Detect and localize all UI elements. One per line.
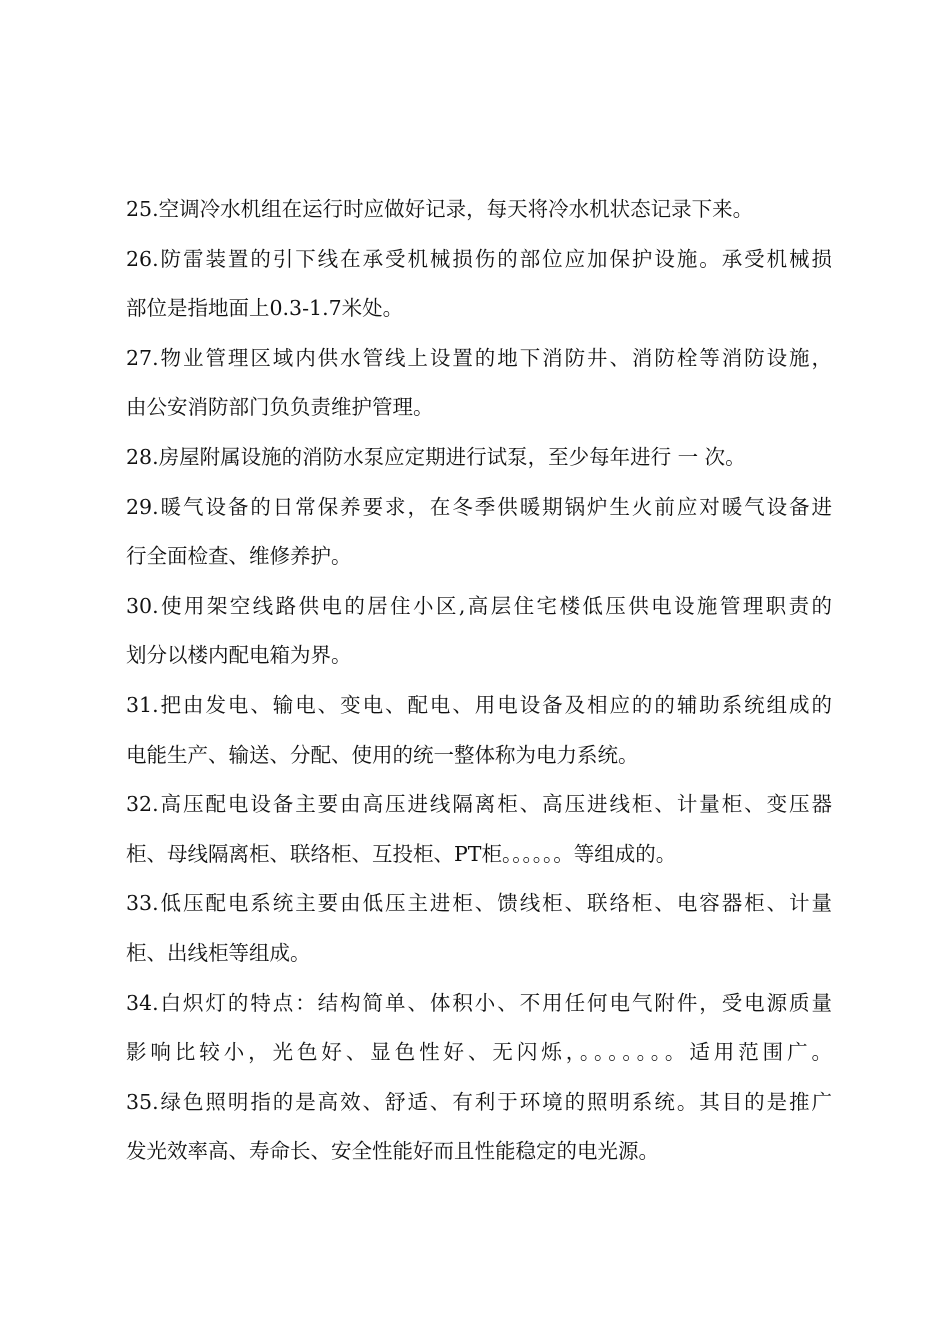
- item-28-line-1: 28.房屋附属设施的消防水泵应定期进行试泵，至少每年进行 一 次。: [126, 444, 746, 469]
- item-29-line-2: 行全面检查、维修养护。: [126, 544, 352, 569]
- item-33-line-2: 柜、出线柜等组成。: [126, 940, 311, 965]
- item-27-line-2: 由公安消防部门负负责维护管理。: [126, 395, 434, 420]
- item-35-line-2: 发光效率高、寿命长、安全性能好而且性能稳定的电光源。: [126, 1139, 659, 1164]
- item-35-line-1: 35.绿色照明指的是高效、舒适、有利于环境的照明系统。其目的是推广: [126, 1089, 832, 1114]
- item-31-line-1: 31.把由发电、输电、变电、配电、用电设备及相应的的辅助系统组成的: [126, 692, 832, 717]
- document-body: [126, 185, 832, 1177]
- item-27-line-1: 27.物业管理区域内供水管线上设置的地下消防井、消防栓等消防设施，: [126, 345, 832, 370]
- item-26-line-2: 部位是指地面上0.3-1.7米处。: [126, 296, 404, 321]
- item-34-line-2: 影响比较小，光色好、显色性好、无闪烁，。。。。。。。适用范围广。: [126, 1040, 832, 1065]
- item-34-line-1: 34.白炽灯的特点：结构简单、体积小、不用任何电气附件，受电源质量: [126, 990, 832, 1015]
- item-32-line-2: 柜、母线隔离柜、联络柜、互投柜、PT柜。。。。。。等组成的。: [126, 841, 677, 866]
- item-25-line-1: 25.空调冷水机组在运行时应做好记录，每天将冷水机状态记录下来。: [126, 197, 754, 221]
- item-26-line-1: 26.防雷装置的引下线在承受机械损伤的部位应加保护设施。承受机械损: [126, 246, 832, 271]
- item-30-line-2: 划分以楼内配电箱为界。: [126, 643, 352, 668]
- item-33-line-1: 33.低压配电系统主要由低压主进柜、馈线柜、联络柜、电容器柜、计量: [126, 891, 832, 916]
- item-29-line-1: 29.暖气设备的日常保养要求，在冬季供暖期锅炉生火前应对暖气设备进: [126, 494, 832, 519]
- item-30-line-1: 30.使用架空线路供电的居住小区,高层住宅楼低压供电设施管理职责的: [126, 593, 832, 618]
- item-31-line-2: 电能生产、输送、分配、使用的统一整体称为电力系统。: [126, 742, 639, 767]
- item-32-line-1: 32.高压配电设备主要由高压进线隔离柜、高压进线柜、计量柜、变压器: [126, 792, 832, 817]
